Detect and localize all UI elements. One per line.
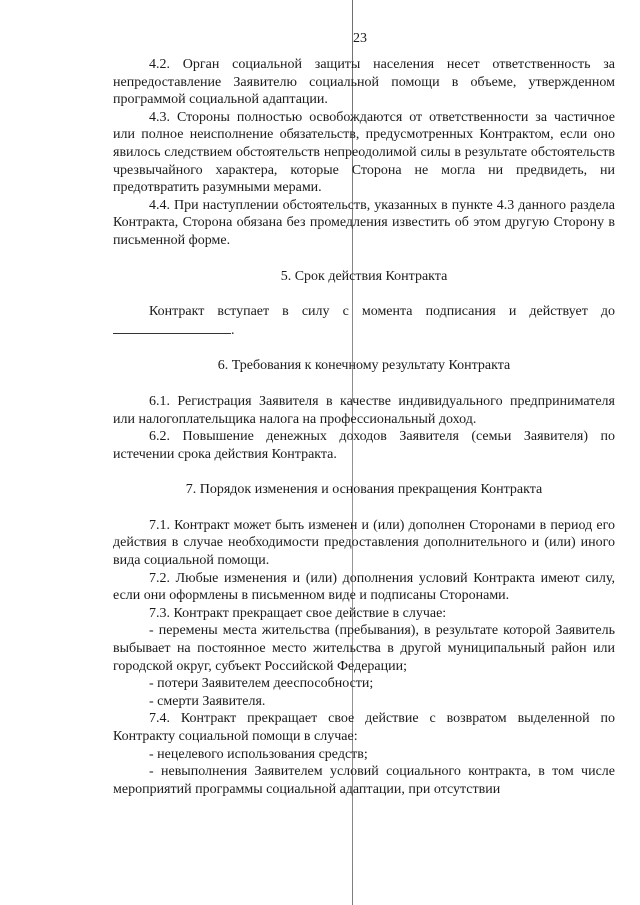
list-item: - потери Заявителем дееспособности; <box>149 676 374 692</box>
section-5-heading: 5. Срок действия Контракта <box>280 268 448 284</box>
paragraph-6-1: 6.1. Регистрация Заявителя в качестве индивидуального предпринимателя или налогоплательщика налога на профессиональный доход. <box>113 393 615 427</box>
list-item: - перемены места жительства (пребывания), в результате которой Заявитель выбывает на постоянное место жительства в другой муниципальный район или городской округ, субъект Российской Федерации; <box>113 623 615 674</box>
paragraph-7-3: 7.3. Контракт прекращает свое действие в случае: <box>149 605 447 621</box>
paragraph-7-4: 7.4. Контракт прекращает свое действие с возвратом выделенной по Контракту социальной помощи в случае: <box>113 711 615 744</box>
paragraph-5-text: Контракт вступает в силу с момента подписания и действует до <box>149 304 615 320</box>
page-number: 23 <box>353 31 367 46</box>
section-7-heading: 7. Порядок изменения и основания прекращения Контракта <box>185 482 543 498</box>
paragraph-5-end: . <box>231 322 235 338</box>
paragraph-4-4: 4.4. При наступлении обстоятельств, указанных в пункте 4.3 данного раздела Контракта, Сторона обязана без промедления известить об этом другую Сторону в письменной форме. <box>113 197 615 248</box>
paragraph-4-2: 4.2. Орган социальной защиты населения несет ответственность за непредоставление Заявителю социальной помощи в объеме, утвержденном программой социальной адаптации. <box>113 57 615 108</box>
list-item: - нецелевого использования средств; <box>149 746 368 762</box>
paragraph-4-3: 4.3. Стороны полностью освобождаются от ответственности за частичное или полное неисполнение обязательств, предусмотренных Контрактом, если оно явилось следствием обстоятельств непреодолимой силы в результате обстоятельств чрезвычайного характера, которые Сторона не могла ни предвидеть, ни предотвратить разумными мерами. <box>113 109 615 196</box>
section-6-heading: 6. Требования к конечному результату Контракта <box>217 358 511 374</box>
paragraph-6-2: 6.2. Повышение денежных доходов Заявителя (семьи Заявителя) по истечении срока действия Контракта. <box>113 429 615 462</box>
paragraph-5 <box>113 303 615 339</box>
paragraph-7-1: 7.1. Контракт может быть изменен и (или) дополнен Сторонами в период его действия в случае необходимости предоставления дополнительного и (или) иного вида социальной помощи. <box>113 517 615 569</box>
document-body <box>113 56 615 798</box>
blank-date-line <box>113 321 231 334</box>
list-item: - невыполнения Заявителем условий социального контракта, в том числе мероприятий программы социальной адаптации, при отсутствии <box>113 764 615 797</box>
paragraph-7-2: 7.2. Любые изменения и (или) дополнения условий Контракта имеют силу, если они оформлены в письменном виде и подписаны Сторонами. <box>113 570 615 604</box>
list-item: - смерти Заявителя. <box>149 693 266 709</box>
